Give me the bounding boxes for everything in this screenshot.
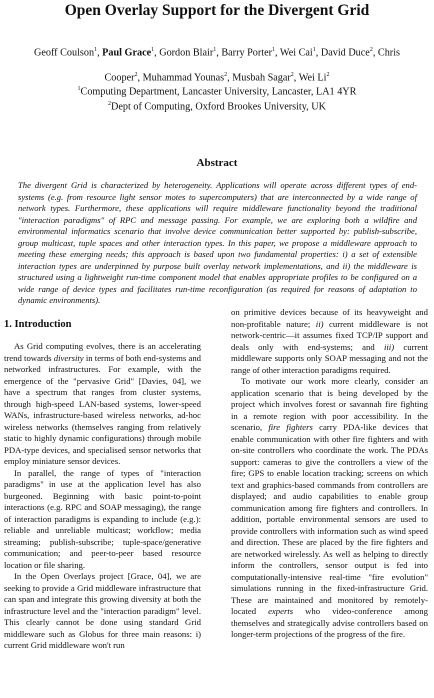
author: Wei Cai — [279, 47, 313, 59]
author-line-2: Cooper$^2$, Muhammad Younas$^2$, Musbah Sagar$^2$, Wei Li$^2$ — [104, 72, 330, 84]
paragraph: As Grid computing evolves, there is an accelerating trend towards diversity in terms of both end-systems and networked infrastructures. For example, with the emergence of the "pervasive Grid" [Davies, 04], we have a spectrum that ranges from cluster systems, through high-speed LAN-based systems, lower-speed WANs, infrastructure-based wireless networks, ad-hoc wireless networks (themselves ranging from relatively static to highly dynamic configurations) through mobile PDA-type devices, and specialised sensor networks that employ miniature sensor devices. — [4, 341, 202, 466]
left-column — [4, 318, 201, 652]
affiliation-marker: 2 — [369, 47, 373, 53]
author: Barry Porter — [221, 47, 272, 59]
author: Chris — [377, 47, 400, 59]
author-line-1: Geoff Coulson$^1$, Paul Grace$^1$, Gordon Blair$^1$, Barry Porter$^1$, Wei Cai$^1$, David Duce$^2$, Chris — [33, 47, 400, 59]
paragraph: on primitive devices because of its heavyweight and non-profitable nature; ii) current middleware is not network-centric—it assumes fixed TCP/IP support and deals only with end-systems; and iii) current middleware supports only SOAP messaging and not the range of other interaction paradigms required. — [231, 307, 428, 375]
author: David Duce — [320, 47, 370, 59]
affiliation-marker: 1 — [272, 47, 275, 53]
affiliation-marker: 2 — [224, 72, 228, 79]
affiliation-marker: 2 — [290, 72, 294, 79]
affiliation-marker: 1 — [312, 47, 316, 53]
paragraph: In the Open Overlays project [Grace, 04], we are seeking to provide a Grid middleware infrastructure that can span and integrate this growing diversity at both the infrastructure level and the "interaction paradigm" level. This clearly cannot be done using standard Grid middleware such as Globus for three main reasons: i) current Grid middleware won't run — [4, 571, 201, 650]
author: Geoff Coulson — [33, 47, 95, 59]
affiliation-2: $^2$Dept of Computing, Oxford Brookes University, UK — [108, 101, 326, 113]
affiliation-marker: 2 — [134, 72, 138, 79]
paper-title: Open Overlay Support for the Divergent Grid — [64, 2, 370, 19]
author: Wei Li — [298, 72, 327, 84]
author: Gordon Blair — [159, 47, 214, 59]
affiliations — [0, 83, 434, 114]
author: Paul Grace — [102, 47, 152, 59]
affiliation-1: $^1$Computing Department, Lancaster University, Lancaster, LA1 4YR — [77, 86, 357, 98]
abstract-text: The divergent Grid is characterized by heterogeneity. Applications will operate across different types of end-systems (e.g. from resource light sensor motes to supercomputers) that are interconnected by a wide range of network types. Furthermore, these applications will require middleware functionality beyond the traditional "interaction paradigms" of RPC and message passing. For example, we are exploring both a wildfire and environmental informatics scenario that involve device communication better supported by: publish-subscribe, group multicast, tuple spaces and other interaction types. In this paper, we propose a middleware approach to meeting these emerging needs; this approach is based upon two fundamental properties: i) a set of extensible interaction types are underpinned by purpose built overlay network implementations, and ii) the middleware is structured using a lightweight run-time component model that enables appropriate profiles to be configured on a wide range of device types and facilitates run-time reconfiguration (as required for reasons of adaptation to dynamic environments). — [18, 180, 417, 305]
affiliation-marker: 1 — [151, 47, 155, 53]
author: Musbah Sagar — [232, 72, 291, 84]
paragraph: To motivate our work more clearly, consider an application scenario that is being developed by the project which involves forest or savannah fire fighting in a remote region with poor accessibility. In the scenario, fire fighters carry PDA-like devices that enable communication with other fire fighters and with on-site controllers who coordinate the work. The PDAs support: cameras to give the controllers a view of the fire; GPS to enable location tracking; screens on which text and graphics-based commands from controllers are displayed; and audio capabilities to enable group communication among fire fighters and controllers. In addition, portable environmental sensors are used to provide controllers with information such as wind speed and direction. These are placed by the fire fighters and are networked wirelessly. As well as helping to directly inform the controllers, sensor output is fed into computationally-intensive real-time "fire evolution" simulations running in the fixed-infrastructure Grid. These are maintained and monitored by remotely-located experts who video-conference among themselves and strategically advise controllers based on longer-term projections of the progress of the fire. — [231, 376, 428, 639]
affiliation-marker: 1 — [213, 47, 217, 53]
author: Cooper — [104, 72, 135, 84]
author: Muhammad Younas — [142, 72, 225, 84]
affiliation-marker: 1 — [94, 47, 98, 53]
right-column — [231, 307, 428, 641]
affiliation-marker: 2 — [326, 72, 330, 79]
abstract-heading: Abstract — [196, 157, 238, 169]
paragraph: In parallel, the range of types of "interaction paradigms" in use at the application level has also burgeoned. Beginning with basic point-to-point interactions (e.g. RPC and SOAP messaging), the range of interaction paradigms is expanding to include (e.g.): reliable and unreliable multicast; workflow; media streaming; publish-subscribe; tuple-space/generative communication; and peer-to-peer based resource location or file sharing. — [4, 467, 201, 570]
section-heading: 1. Introduction — [4, 319, 72, 330]
